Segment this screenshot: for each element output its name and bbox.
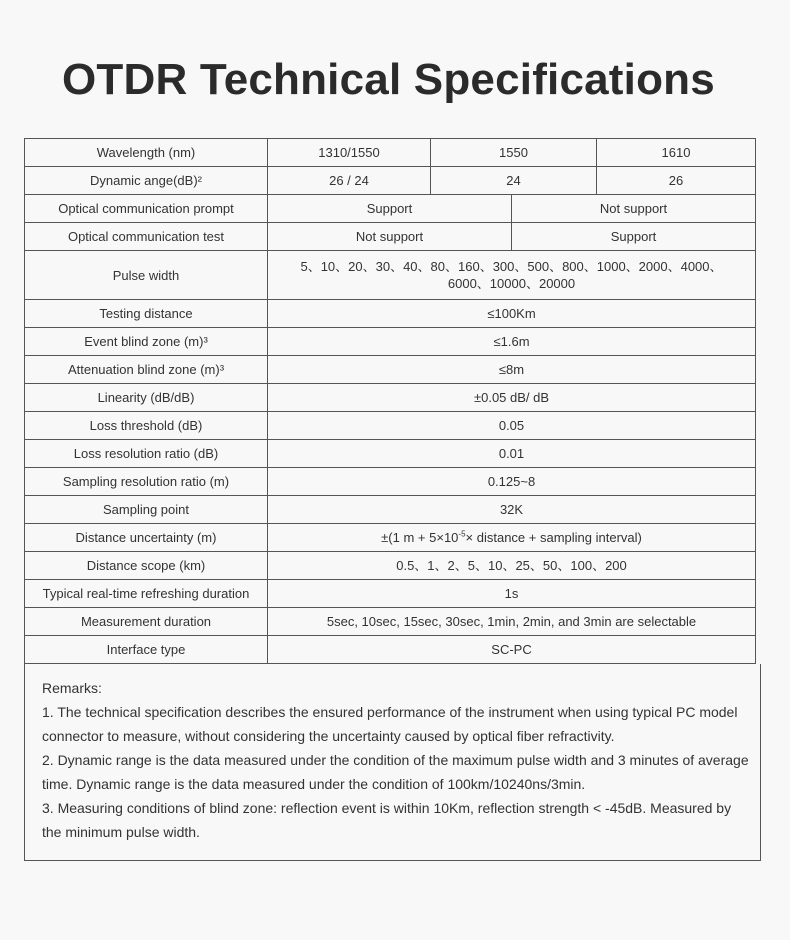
- table-row-testing-distance: [25, 300, 756, 328]
- spec-value: 0.01: [268, 440, 756, 468]
- remark-item: 3. Measuring conditions of blind zone: reflection event is within 10Km, reflection strength < -45dB. Measured by the minimum pulse width.: [42, 800, 732, 840]
- spec-table: [24, 138, 756, 664]
- spec-label: Typical real-time refreshing duration: [25, 580, 268, 608]
- spec-label: Pulse width: [25, 251, 268, 300]
- spec-label: Distance uncertainty (m): [25, 524, 268, 552]
- spec-label: Linearity (dB/dB): [25, 384, 268, 412]
- spec-label: Measurement duration: [25, 608, 268, 636]
- spec-label: Distance scope (km): [25, 552, 268, 580]
- table-row-sampling-point: [25, 496, 756, 524]
- table-row-attenuation-blind-zone: [25, 356, 756, 384]
- pulse-width-line-1: 5、10、20、30、40、80、160、300、500、800、1000、2000、4000、: [300, 259, 723, 274]
- spec-value: [268, 524, 756, 552]
- spec-value: 1310/1550: [268, 139, 431, 167]
- spec-label: Sampling resolution ratio (m): [25, 468, 268, 496]
- table-row-dynamic-range: [25, 167, 756, 195]
- spec-value: Not support: [268, 223, 512, 251]
- spec-value: 1s: [268, 580, 756, 608]
- spec-value: 0.05: [268, 412, 756, 440]
- table-row-sampling-resolution: [25, 468, 756, 496]
- table-row-measurement-duration: [25, 608, 756, 636]
- spec-value: 32K: [268, 496, 756, 524]
- formula-post: × distance + sampling interval): [465, 530, 642, 545]
- spec-value: 1610: [597, 139, 756, 167]
- spec-label: Sampling point: [25, 496, 268, 524]
- spec-label: Optical communication prompt: [25, 195, 268, 223]
- remarks-box: [24, 664, 761, 861]
- remark-item: 2. Dynamic range is the data measured under the condition of the maximum pulse width and 3 minutes of average time. Dynamic range is the data measured under the condition of 100km/10240ns/3min.: [42, 752, 749, 792]
- remark-item: 1. The technical specification describes the ensured performance of the instrument when using typical PC model connector to measure, without considering the uncertainty caused by optical fiber refractivity.: [42, 704, 738, 744]
- formula-pre: ±(1 m + 5×10: [381, 530, 459, 545]
- spec-value: 24: [431, 167, 597, 195]
- spec-value: Support: [512, 223, 756, 251]
- table-row-wavelength: [25, 139, 756, 167]
- remarks-heading: Remarks:: [42, 680, 102, 696]
- spec-label: Interface type: [25, 636, 268, 664]
- spec-label: Testing distance: [25, 300, 268, 328]
- spec-value: 5sec, 10sec, 15sec, 30sec, 1min, 2min, and 3min are selectable: [268, 608, 756, 636]
- table-row-pulse-width: [25, 251, 756, 300]
- spec-value: ±0.05 dB/ dB: [268, 384, 756, 412]
- spec-value: 26 / 24: [268, 167, 431, 195]
- table-row-optical-comm-test: [25, 223, 756, 251]
- page-title: OTDR Technical Specifications: [62, 55, 715, 104]
- table-row-distance-scope: [25, 552, 756, 580]
- spec-label: Loss resolution ratio (dB): [25, 440, 268, 468]
- spec-value: ≤100Km: [268, 300, 756, 328]
- formula-exponent: -5: [458, 529, 466, 539]
- table-row-loss-resolution: [25, 440, 756, 468]
- spec-label: Wavelength (nm): [25, 139, 268, 167]
- spec-value: 0.125~8: [268, 468, 756, 496]
- spec-value: 26: [597, 167, 756, 195]
- spec-value: 0.5、1、2、5、10、25、50、100、200: [268, 552, 756, 580]
- spec-value: SC-PC: [268, 636, 756, 664]
- table-row-distance-uncertainty: [25, 524, 756, 552]
- table-row-linearity: [25, 384, 756, 412]
- spec-label: Attenuation blind zone (m)³: [25, 356, 268, 384]
- spec-label: Loss threshold (dB): [25, 412, 268, 440]
- spec-value: ≤8m: [268, 356, 756, 384]
- table-row-loss-threshold: [25, 412, 756, 440]
- spec-value: ≤1.6m: [268, 328, 756, 356]
- pulse-width-line-2: 6000、10000、20000: [447, 276, 576, 291]
- spec-label: Dynamic ange(dB)²: [25, 167, 268, 195]
- spec-value: Not support: [512, 195, 756, 223]
- spec-value: 1550: [431, 139, 597, 167]
- spec-label: Event blind zone (m)³: [25, 328, 268, 356]
- spec-value: Support: [268, 195, 512, 223]
- spec-label: Optical communication test: [25, 223, 268, 251]
- table-row-optical-comm-prompt: [25, 195, 756, 223]
- spec-value: [268, 251, 756, 300]
- table-row-interface-type: [25, 636, 756, 664]
- table-row-event-blind-zone: [25, 328, 756, 356]
- table-row-refresh-duration: [25, 580, 756, 608]
